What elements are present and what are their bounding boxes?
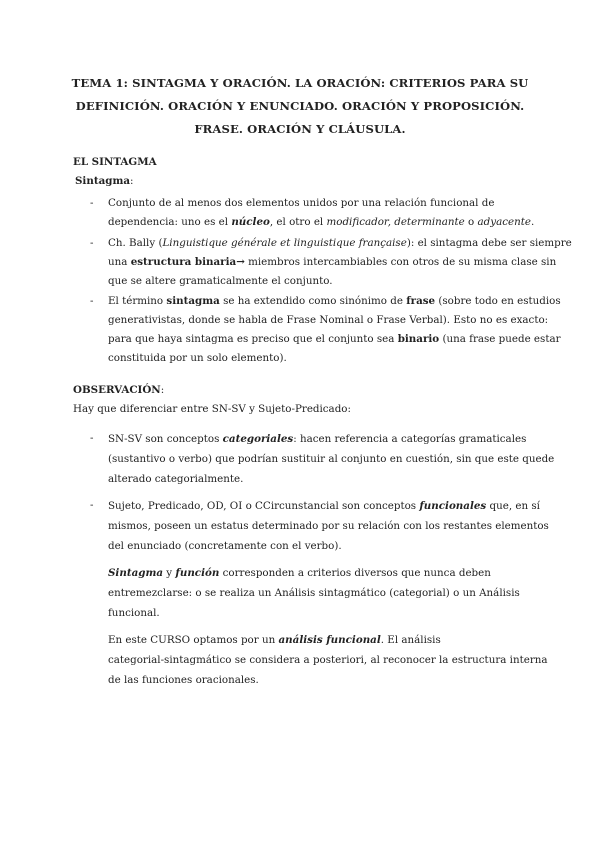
title-line-1: TEMA 1: SINTAGMA Y ORACIÓN. LA ORACIÓN: CRITERIOS PARA SU — [71, 76, 529, 90]
arrow-right-icon: → — [236, 256, 245, 268]
paragraph: Sintagma y función corresponden a criterios diversos que nunca deben entremezclarse: o se realiza un Análisis sintagmático (categorial) o un Análisis funcional. — [108, 567, 520, 619]
observacion-intro: Hay que diferenciar entre SN-SV y Sujeto-Predicado: — [73, 403, 351, 415]
title-line-3: FRASE. ORACIÓN Y CLÁUSULA. — [194, 122, 406, 136]
bullet-dash: - — [90, 197, 94, 209]
document-title — [50, 72, 550, 141]
sintagma-label: Sintagma: — [75, 175, 134, 187]
title-line-2: DEFINICIÓN. ORACIÓN Y ENUNCIADO. ORACIÓN Y PROPOSICIÓN. — [75, 99, 525, 113]
bullet-dash: - — [90, 295, 94, 307]
list-item: Conjunto de al menos dos elementos unidos por una relación funcional de dependencia: uno es el núcleo, el otro el modificador, determinante o adyacente. — [108, 197, 535, 228]
bullet-dash: - — [90, 432, 94, 444]
section-heading-observacion: OBSERVACIÓN: — [73, 384, 165, 396]
list-item: Ch. Bally (Linguistique générale et linguistique française): el sintagma debe ser siempre una estructura binaria→ miembros intercambiables con otros de su misma clase sin que se altere gramaticalmente el conjunto. — [108, 237, 572, 287]
list-item: Sujeto, Predicado, OD, OI o CCircunstancial son conceptos funcionales que, en sí mismos, poseen un estatus determinado por su relación con los restantes elementos del enunciado (concretamente con el verbo). — [108, 500, 549, 552]
list-item: El término sintagma se ha extendido como sinónimo de frase (sobre todo en estudios generativistas, donde se habla de Frase Nominal o Frase Verbal). Esto no es exacto: para que haya sintagma es preciso que el conjunto sea binario (una frase puede estar constituida por un solo elemento). — [108, 295, 561, 364]
bullet-dash: - — [90, 237, 94, 249]
section-heading-sintagma: EL SINTAGMA — [73, 156, 157, 168]
bullet-dash: - — [90, 499, 94, 511]
list-item: SN-SV son conceptos categoriales: hacen referencia a categorías gramaticales (sustantivo o verbo) que podrían sustituir al conjunto en cuestión, sin que este quede alterado categorialmente. — [108, 433, 555, 485]
paragraph: En este CURSO optamos por un análisis funcional. El análisis categorial-sintagmático se considera a posteriori, al reconocer la estructura interna de las funciones oracionales. — [108, 634, 548, 686]
